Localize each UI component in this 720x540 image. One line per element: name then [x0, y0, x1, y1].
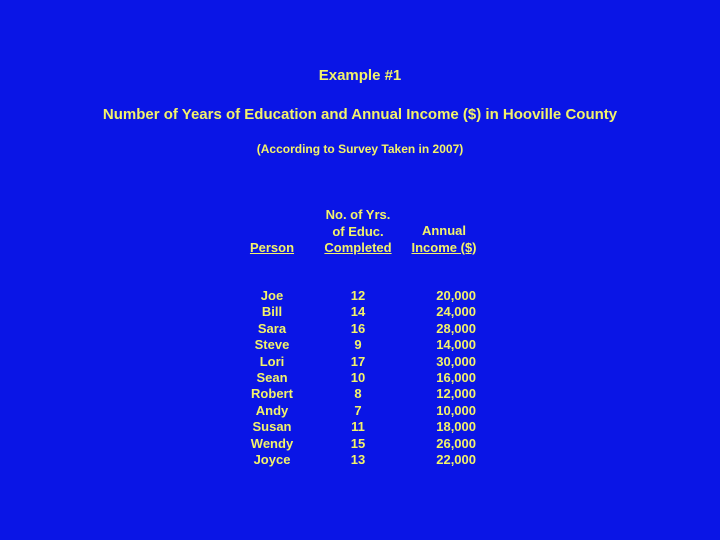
education-cell: 11: [351, 419, 365, 435]
education-cell: 13: [350, 452, 366, 468]
education-cell: 16: [350, 320, 366, 336]
person-cell: Lori: [259, 353, 285, 369]
education-cell: 7: [354, 402, 362, 418]
income-cell: 10,000: [436, 402, 476, 418]
column-income: [405, 288, 476, 468]
person-cell: Andy: [255, 402, 289, 418]
education-cell: 15: [350, 435, 366, 451]
person-cell: Wendy: [250, 435, 294, 451]
header-education-line1: No. of Yrs.: [325, 207, 391, 222]
income-cell: 16,000: [436, 370, 476, 386]
header-income-line2: Income ($): [411, 239, 477, 255]
income-cell: 14,000: [436, 337, 476, 353]
header-income: [405, 223, 483, 256]
slide-title: Example #1: [318, 67, 402, 84]
income-cell: 20,000: [436, 288, 476, 303]
column-person: [236, 288, 308, 468]
header-education-line3: Completed: [324, 240, 392, 255]
person-cell: Sara: [257, 320, 287, 336]
column-education: [312, 288, 404, 468]
header-education: [312, 207, 404, 257]
header-person: [236, 240, 308, 257]
income-cell: 22,000: [436, 452, 476, 468]
education-cell: 10: [350, 370, 366, 386]
person-cell: Sean: [256, 370, 288, 386]
education-cell: 12: [350, 288, 366, 303]
header-income-line1: Annual: [421, 223, 467, 238]
header-person-label: Person: [249, 240, 295, 255]
income-cell: 26,000: [436, 435, 476, 451]
education-cell: 8: [354, 386, 362, 402]
survey-note: (According to Survey Taken in 2007): [256, 142, 464, 156]
education-cell: 9: [354, 337, 362, 353]
person-cell: Joyce: [253, 452, 291, 468]
header-education-line2: of Educ.: [332, 223, 384, 239]
person-cell: Steve: [254, 337, 290, 353]
slide-subtitle: Number of Years of Education and Annual Income ($) in Hooville County: [102, 106, 618, 123]
person-cell: Joe: [260, 288, 284, 303]
education-cell: 17: [350, 353, 366, 369]
income-cell: 28,000: [436, 320, 476, 336]
person-cell: Bill: [261, 304, 283, 320]
education-cell: 14: [350, 304, 366, 320]
income-cell: 30,000: [436, 353, 476, 369]
income-cell: 12,000: [436, 386, 476, 402]
income-cell: 24,000: [436, 304, 476, 320]
person-cell: Robert: [251, 386, 293, 402]
income-cell: 18,000: [436, 419, 476, 435]
person-cell: Susan: [252, 419, 292, 435]
